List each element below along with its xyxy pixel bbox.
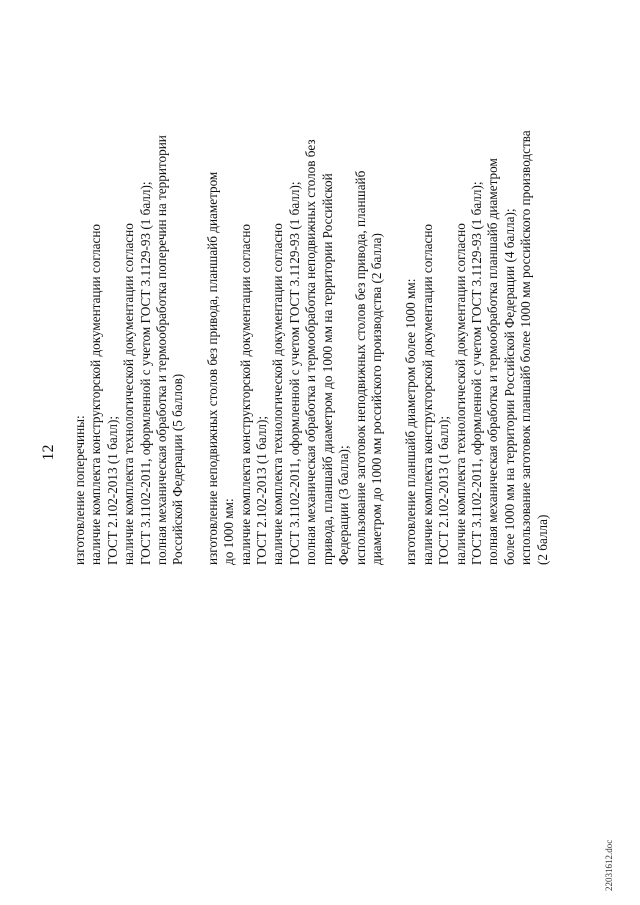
section-heading: изготовление планшайб диаметром более 1000 мм: xyxy=(403,278,419,565)
section-large-faceplates xyxy=(403,35,551,565)
section-heading: изготовление поперечины: xyxy=(72,415,87,565)
page-number: 12 xyxy=(40,444,57,461)
section-crossbeam xyxy=(72,35,187,565)
text-line: наличие комплекта конструкторской документации согласно xyxy=(419,223,435,565)
text-line: до 1000 мм: xyxy=(221,498,237,565)
text-line: наличие комплекта технологической документации согласно xyxy=(121,223,137,565)
text-line: наличие комплекта технологической документации согласно xyxy=(270,223,286,565)
text-line: ГОСТ 3.1102-2011, оформленной с учетом ГОСТ 3.1129-93 (1 балл); xyxy=(286,181,302,565)
text-line: использование заготовок неподвижных столов без привода, планшайб xyxy=(352,170,368,565)
text-line: ГОСТ 3.1102-2011, оформленной с учетом ГОСТ 3.1129-93 (1 балл); xyxy=(468,181,484,565)
text-line: наличие комплекта конструкторской документации согласно xyxy=(237,223,253,565)
text-line: полная механическая обработка и термообработка неподвижных столов без xyxy=(303,139,319,565)
text-line: ГОСТ 2.102-2013 (1 балл); xyxy=(254,415,270,565)
text-line: Российской Федерации (5 баллов) xyxy=(170,373,186,565)
text-line: ГОСТ 2.102-2013 (1 балл); xyxy=(436,415,452,565)
text-line: диаметром до 1000 мм российского производства (2 балла) xyxy=(368,233,384,565)
text-line: (2 балла) xyxy=(534,514,550,565)
text-line: полная механическая обработка и термообработка планшайб диаметром xyxy=(485,158,501,565)
text-line: наличие комплекта конструкторской документации согласно xyxy=(88,223,104,565)
text-line: полная механическая обработка и термообработка поперечин на территории xyxy=(154,135,170,565)
section-fixed-tables xyxy=(205,35,385,565)
document-file-code: 22031612.doc xyxy=(604,839,614,891)
text-line: привода, планшайб диаметром до 1000 мм на территории Российской xyxy=(319,173,335,565)
text-line: Федерации (3 балла); xyxy=(336,445,352,565)
text-line: ГОСТ 3.1102-2011, оформленной с учетом ГОСТ 3.1129-93 (1 балл); xyxy=(137,181,153,565)
text-line: более 1000 мм на территории Российской Федерации (4 балла); xyxy=(501,208,517,565)
text-line: использование заготовок планшайб более 1000 мм российского производства xyxy=(518,130,534,565)
section-heading: изготовление неподвижных столов без привода, планшайб диаметром xyxy=(204,171,220,565)
text-line: ГОСТ 2.102-2013 (1 балл); xyxy=(104,415,120,565)
text-line: наличие комплекта технологической документации согласно xyxy=(452,223,468,565)
text-body xyxy=(72,35,569,565)
